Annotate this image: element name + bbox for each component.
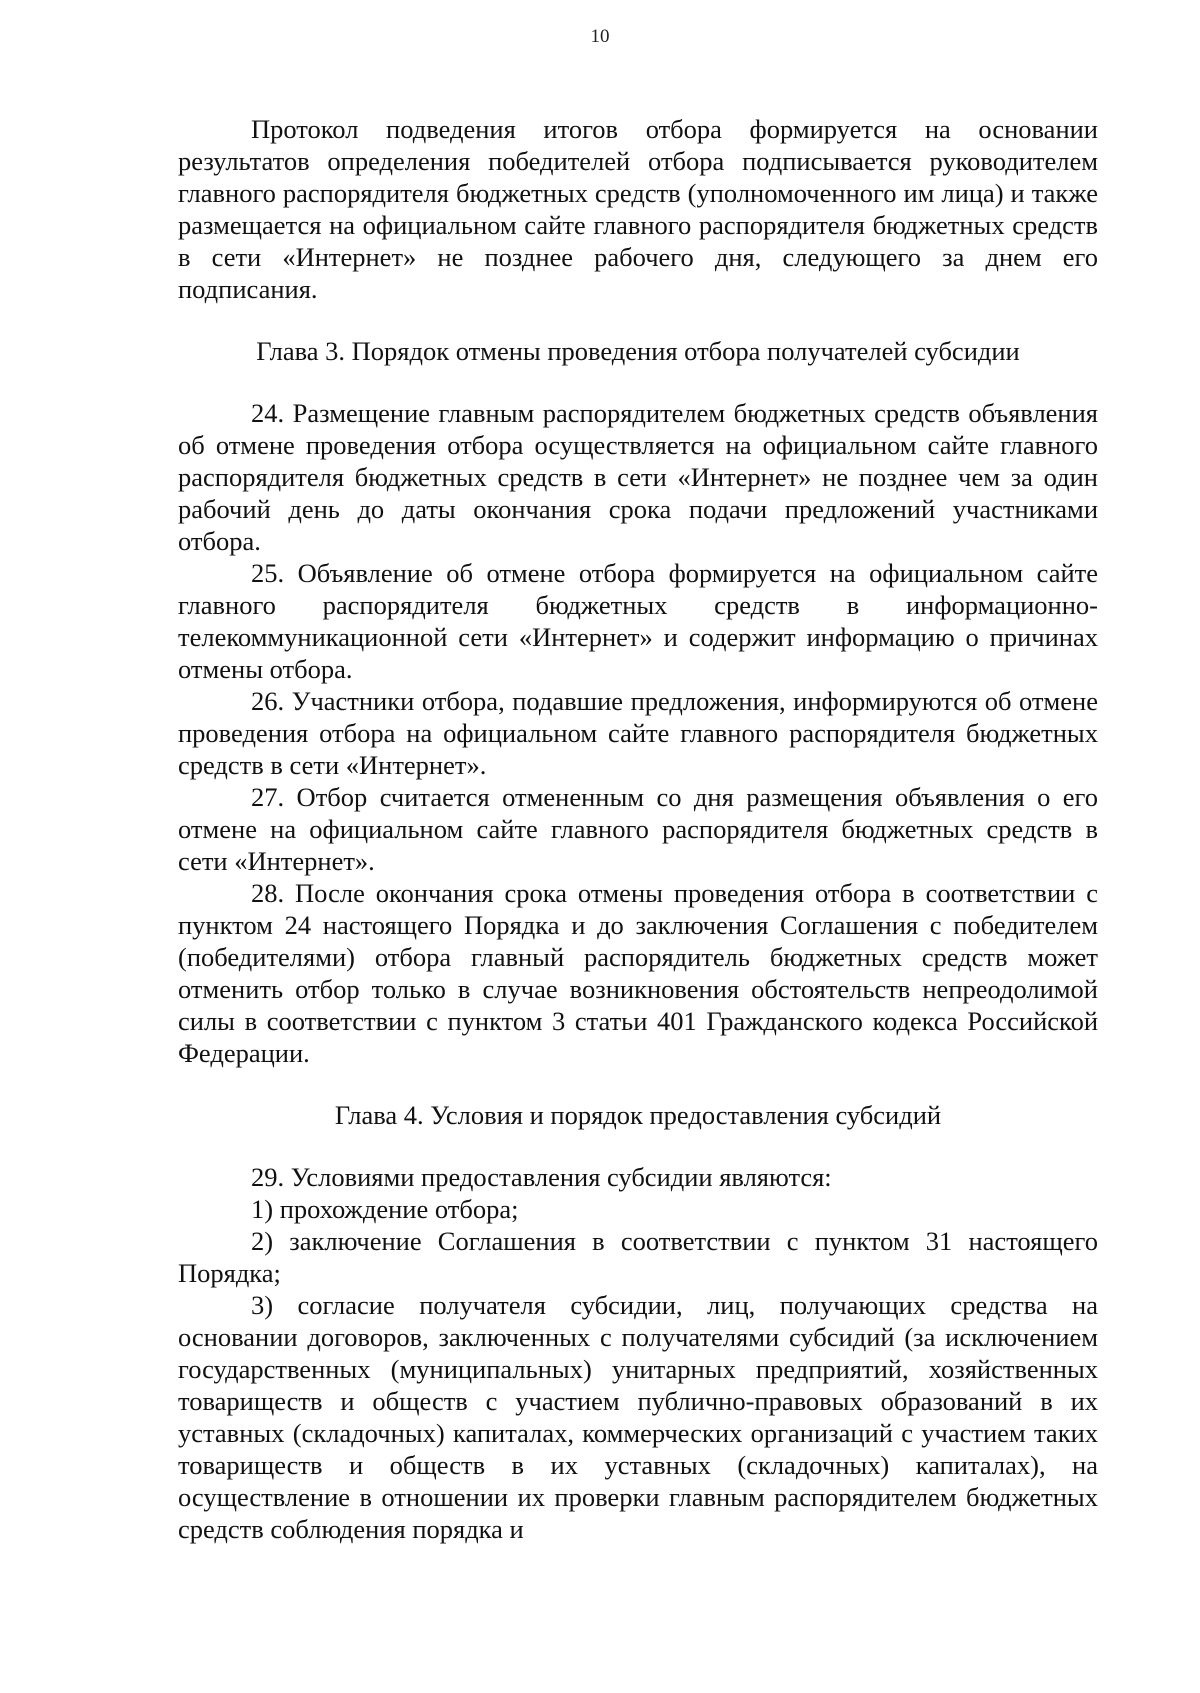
paragraph-27: 27. Отбор считается отмененным со дня размещения объявления о его отмене на официальном сайте главного распорядителя бюджетных средств в сети «Интернет».	[178, 782, 1098, 876]
condition-2: 2) заключение Соглашения в соответствии с пунктом 31 настоящего Порядка;	[178, 1226, 1098, 1288]
chapter-3-heading: Глава 3. Порядок отмены проведения отбора получателей субсидии	[256, 336, 1020, 366]
condition-3: 3) согласие получателя субсидии, лиц, получающих средства на основании договоров, заключенных с получателями субсидий (за исключением государственных (муниципальных) унитарных предприятий, хозяйственных товариществ и обществ с участием публично-правовых образований в их уставных (складочных) капиталах, коммерческих организаций с участием таких товариществ и обществ в их уставных (складочных) капиталах), на осуществление в отношении их проверки главным распорядителем бюджетных средств соблюдения порядка и	[178, 1290, 1098, 1544]
condition-1: 1) прохождение отбора;	[251, 1194, 519, 1224]
paragraph-protocol: Протокол подведения итогов отбора формируется на основании результатов определения победителей отбора подписывается руководителем главного распорядителя бюджетных средств (уполномоченного им лица) и также размещается на официальном сайте главного распорядителя бюджетных средств в сети «Интернет» не позднее рабочего дня, следующего за днем его подписания.	[178, 114, 1098, 304]
paragraph-25: 25. Объявление об отмене отбора формируется на официальном сайте главного распорядителя бюджетных средств в информационно-телекоммуникационной сети «Интернет» и содержит информацию о причинах отмены отбора.	[178, 558, 1098, 684]
document-body	[178, 113, 1098, 1545]
paragraph-24: 24. Размещение главным распорядителем бюджетных средств объявления об отмене проведения отбора осуществляется на официальном сайте главного распорядителя бюджетных средств в сети «Интернет» не позднее чем за один рабочий день до даты окончания срока подачи предложений участниками отбора.	[178, 398, 1098, 556]
page-number: 10	[590, 26, 610, 47]
paragraph-29: 29. Условиями предоставления субсидии являются:	[251, 1162, 832, 1192]
paragraph-26: 26. Участники отбора, подавшие предложения, информируются об отмене проведения отбора на официальном сайте главного распорядителя бюджетных средств в сети «Интернет».	[178, 686, 1098, 780]
chapter-4-heading: Глава 4. Условия и порядок предоставления субсидий	[334, 1100, 942, 1130]
paragraph-28: 28. После окончания срока отмены проведения отбора в соответствии с пунктом 24 настоящего Порядка и до заключения Соглашения с победителем (победителями) отбора главный распорядитель бюджетных средств может отменить отбор только в случае возникновения обстоятельств непреодолимой силы в соответствии с пунктом 3 статьи 401 Гражданского кодекса Российской Федерации.	[178, 878, 1098, 1068]
